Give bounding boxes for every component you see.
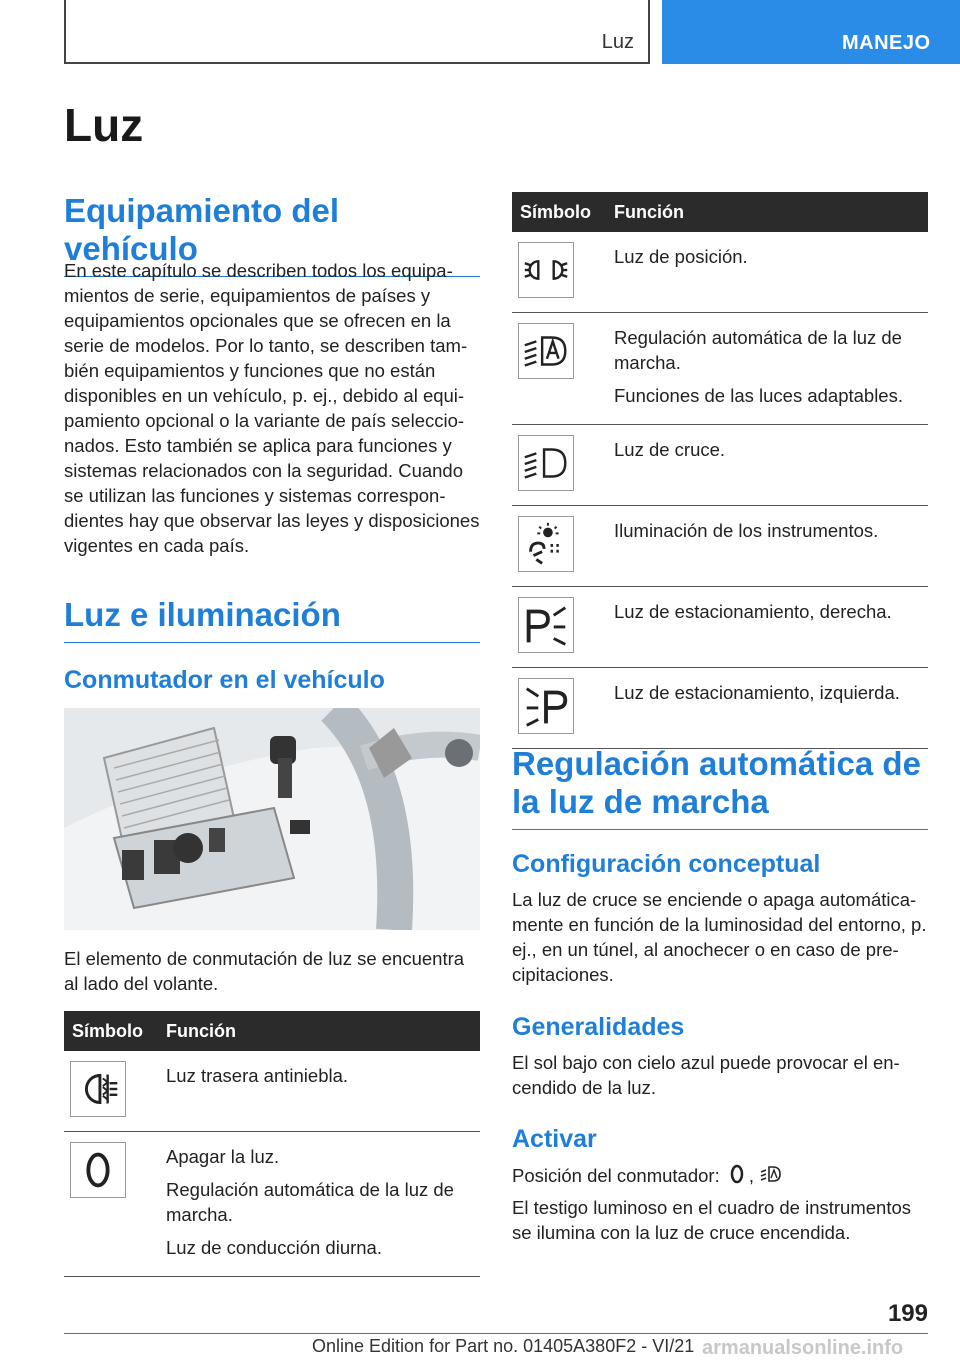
low-beam-icon xyxy=(518,435,574,491)
function-text: Apagar la luz. xyxy=(166,1146,280,1167)
function-text: Funciones de las luces adaptables. xyxy=(614,385,903,406)
function-text: Regulación automática de la luz de marcha. xyxy=(614,327,902,373)
heading-conmutador: Conmutador en el vehículo xyxy=(64,666,385,694)
function-cell xyxy=(606,313,928,425)
table-row xyxy=(64,1132,480,1277)
heading-generalidades: Generalidades xyxy=(512,1013,685,1041)
right-symbol-table xyxy=(512,192,928,749)
paragraph-activar-position xyxy=(512,1162,928,1188)
light-off-zero-icon xyxy=(70,1142,126,1198)
table-row xyxy=(512,506,928,587)
activar-prefix: Posición del conmutador: xyxy=(512,1165,720,1186)
edition-text: Online Edition for Part no. 01405A380F2 - VI/21 xyxy=(312,1336,695,1356)
table-row xyxy=(512,668,928,749)
header-box xyxy=(64,0,650,64)
heading-activar: Activar xyxy=(512,1125,597,1153)
column-header-function: Función xyxy=(158,1011,480,1051)
paragraph-configuracion: La luz de cruce se enciende o apaga automáticamente en función de la luminosidad del entorno, p. ej., en un túnel, al anochecer o en caso de precipitaciones. xyxy=(512,889,927,985)
zero-position-icon xyxy=(725,1162,749,1186)
paragraph-equipamiento: En este capítulo se describen todos los equipamientos de serie, equipamientos de países y equipamientos opcionales que se ofrecen en la serie de modelos. Por lo tanto, se describen también equipamientos y funciones que no están disponibles en un vehículo, p. ej., debido al equipamiento opcional o la variante de país seleccionados. Esto también se aplica para funciones y sistemas relacionados con la seguridad. Cuando se utilizan las funciones y sistemas correspondientes hay que observar las leyes y disposiciones vigentes en cada país. xyxy=(64,260,480,556)
column-header-function: Función xyxy=(606,192,928,232)
instrument-lighting-icon xyxy=(518,516,574,572)
page-title: Luz xyxy=(64,99,144,151)
function-cell xyxy=(158,1132,480,1277)
function-text: Luz de cruce. xyxy=(614,439,726,460)
table-header-row xyxy=(512,192,928,232)
page-number: 199 xyxy=(887,1300,928,1327)
function-cell xyxy=(606,668,928,749)
auto-headlight-icon xyxy=(518,323,574,379)
table-row xyxy=(512,313,928,425)
heading-configuracion: Configuración conceptual xyxy=(512,850,821,878)
function-text: Luz de estacionamiento, derecha. xyxy=(614,601,892,622)
rear-fog-light-icon xyxy=(70,1061,126,1117)
watermark-text: armanualsonline.info xyxy=(702,1337,904,1359)
function-cell xyxy=(606,425,928,506)
function-text: Luz de conducción diurna. xyxy=(166,1237,382,1258)
heading-luz-iluminacion: Luz e iluminación xyxy=(64,596,480,643)
footer-divider xyxy=(64,1333,928,1334)
column-header-symbol: Símbolo xyxy=(512,192,606,232)
column-header-symbol: Símbolo xyxy=(64,1011,158,1051)
paragraph-generalidades: El sol bajo con cielo azul puede provocar el encendido de la luz. xyxy=(512,1052,900,1098)
heading-equipamiento: Equipamiento del vehículo xyxy=(64,192,480,277)
light-switch-photo xyxy=(64,708,480,930)
parking-lights-icon xyxy=(518,242,574,298)
left-symbol-table xyxy=(64,1011,480,1277)
function-text: Regulación automática de la luz de marcha. xyxy=(166,1179,454,1225)
heading-regulacion: Regulación automática de la luz de marcha xyxy=(512,745,928,830)
table-row xyxy=(64,1051,480,1132)
parking-light-right-icon xyxy=(518,597,574,653)
function-cell xyxy=(606,232,928,313)
activar-separator: , xyxy=(748,1165,755,1186)
table-row xyxy=(512,587,928,668)
function-text: Luz de estacionamiento, izquierda. xyxy=(614,682,900,703)
paragraph-conmutador: El elemento de conmutación de luz se encuentra al lado del volante. xyxy=(64,948,465,994)
function-cell xyxy=(606,506,928,587)
auto-headlight-inline-icon xyxy=(759,1162,783,1186)
header-chapter-label: MANEJO xyxy=(842,32,931,54)
paragraph-activar-indicator: El testigo luminoso en el cuadro de instrumentos se ilumina con la luz de cruce encendida. xyxy=(512,1197,911,1243)
function-text: Luz trasera antiniebla. xyxy=(166,1065,349,1086)
function-text: Iluminación de los instrumentos. xyxy=(614,520,879,541)
function-text: Luz de posición. xyxy=(614,246,748,267)
function-cell xyxy=(606,587,928,668)
table-header-row xyxy=(64,1011,480,1051)
parking-light-left-icon xyxy=(518,678,574,734)
table-row xyxy=(512,425,928,506)
table-row xyxy=(512,232,928,313)
header-section-label: Luz xyxy=(601,31,634,53)
function-cell xyxy=(158,1051,480,1132)
header-chapter-tab[interactable] xyxy=(662,0,960,64)
dashboard-illustration xyxy=(64,708,480,930)
